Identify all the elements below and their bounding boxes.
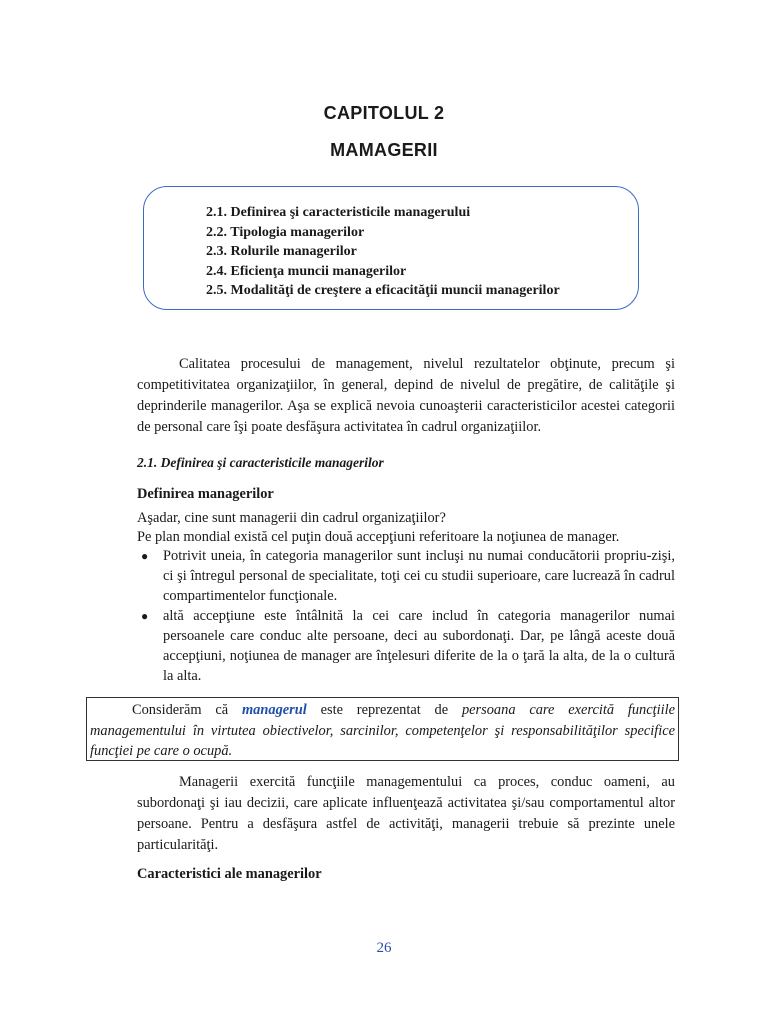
intro-paragraph: Calitatea procesului de management, nivelul rezultatelor obţinute, precum şi competitivitatea organizaţiilor, în general, depind de nivelul de pregătire, de calităţile şi deprinderile managerilor. Aşa se explică nevoia cunoaşterii caracteristicilor acestei categorii de personal care îşi poate desfăşura activitatea în cadrul organizaţiilor. — [137, 356, 675, 435]
definition-box — [86, 697, 679, 761]
chapter-label: CAPITOLUL 2 — [323, 103, 445, 123]
list-item — [137, 606, 675, 686]
bullet-icon: ● — [141, 549, 149, 563]
toc-item: 2.4. Eficienţa muncii managerilor — [206, 263, 407, 279]
closing-paragraph: Managerii exercită funcţiile managementului ca proces, conduc oameni, au subordonaţi şi iau decizii, care aplicate influenţează activitatea şi/sau comportamentul altor persoane. Pentru a desfăşura astfel de activităţi, managerii trebuie să prezinte unele particularităţi. — [137, 774, 675, 853]
bullet-text: altă accepţiune este întâlnită la cei care includ în categoria managerilor numai persoanele care conduc alte persoane, deci au subordonaţi. Dar, pe lângă aceste două accepţiuni, noţiunea de manager are înţelesuri diferite de la o ţară la alta, de la o cultură la alta. — [163, 608, 675, 684]
definition-keyword: managerul — [241, 702, 307, 718]
definition-middle: este reprezentat de — [306, 702, 462, 718]
definition-italic: persoana care exercită funcţiile managementului în virtutea obiectivelor, sarcinilor, competenţelor şi responsabilităţilor specifice funcţiei pe care o ocupă. — [90, 702, 676, 759]
toc-item: 2.1. Definirea şi caracteristicile managerului — [206, 205, 471, 220]
section-heading: 2.1. Definirea şi caracteristicile managerilor — [137, 455, 384, 470]
acceptions-line: Pe plan mondial există cel puţin două accepţiuni referitoare la noţiunea de manager. — [137, 529, 620, 545]
bullet-text: Potrivit uneia, în categoria managerilor sunt incluşi nu numai conducătorii propriu-zişi, ci şi întregul personal de specialitate, toţi cei cu studii superioare, care lucrează în cadrul compartimentelor funcţionale. — [163, 548, 675, 604]
subheading-definition: Definirea managerilor — [137, 486, 274, 502]
bullet-icon: ● — [141, 609, 149, 623]
definition-text — [90, 700, 675, 762]
toc-item: 2.2. Tipologia managerilor — [206, 224, 365, 240]
toc-list — [206, 203, 560, 301]
definition-prefix: Considerăm că — [132, 702, 242, 718]
question-line: Aşadar, cine sunt managerii din cadrul organizaţiilor? — [137, 510, 446, 526]
toc-item: 2.3. Rolurile managerilor — [206, 244, 357, 259]
chapter-title: MAMAGERII — [330, 140, 438, 160]
page-number: 26 — [376, 940, 392, 956]
toc-item: 2.5. Modalităţi de creştere a eficacităţii muncii managerilor — [206, 283, 560, 298]
subheading-characteristics: Caracteristici ale managerilor — [137, 866, 322, 882]
bullet-list — [137, 546, 675, 686]
list-item — [137, 546, 675, 606]
